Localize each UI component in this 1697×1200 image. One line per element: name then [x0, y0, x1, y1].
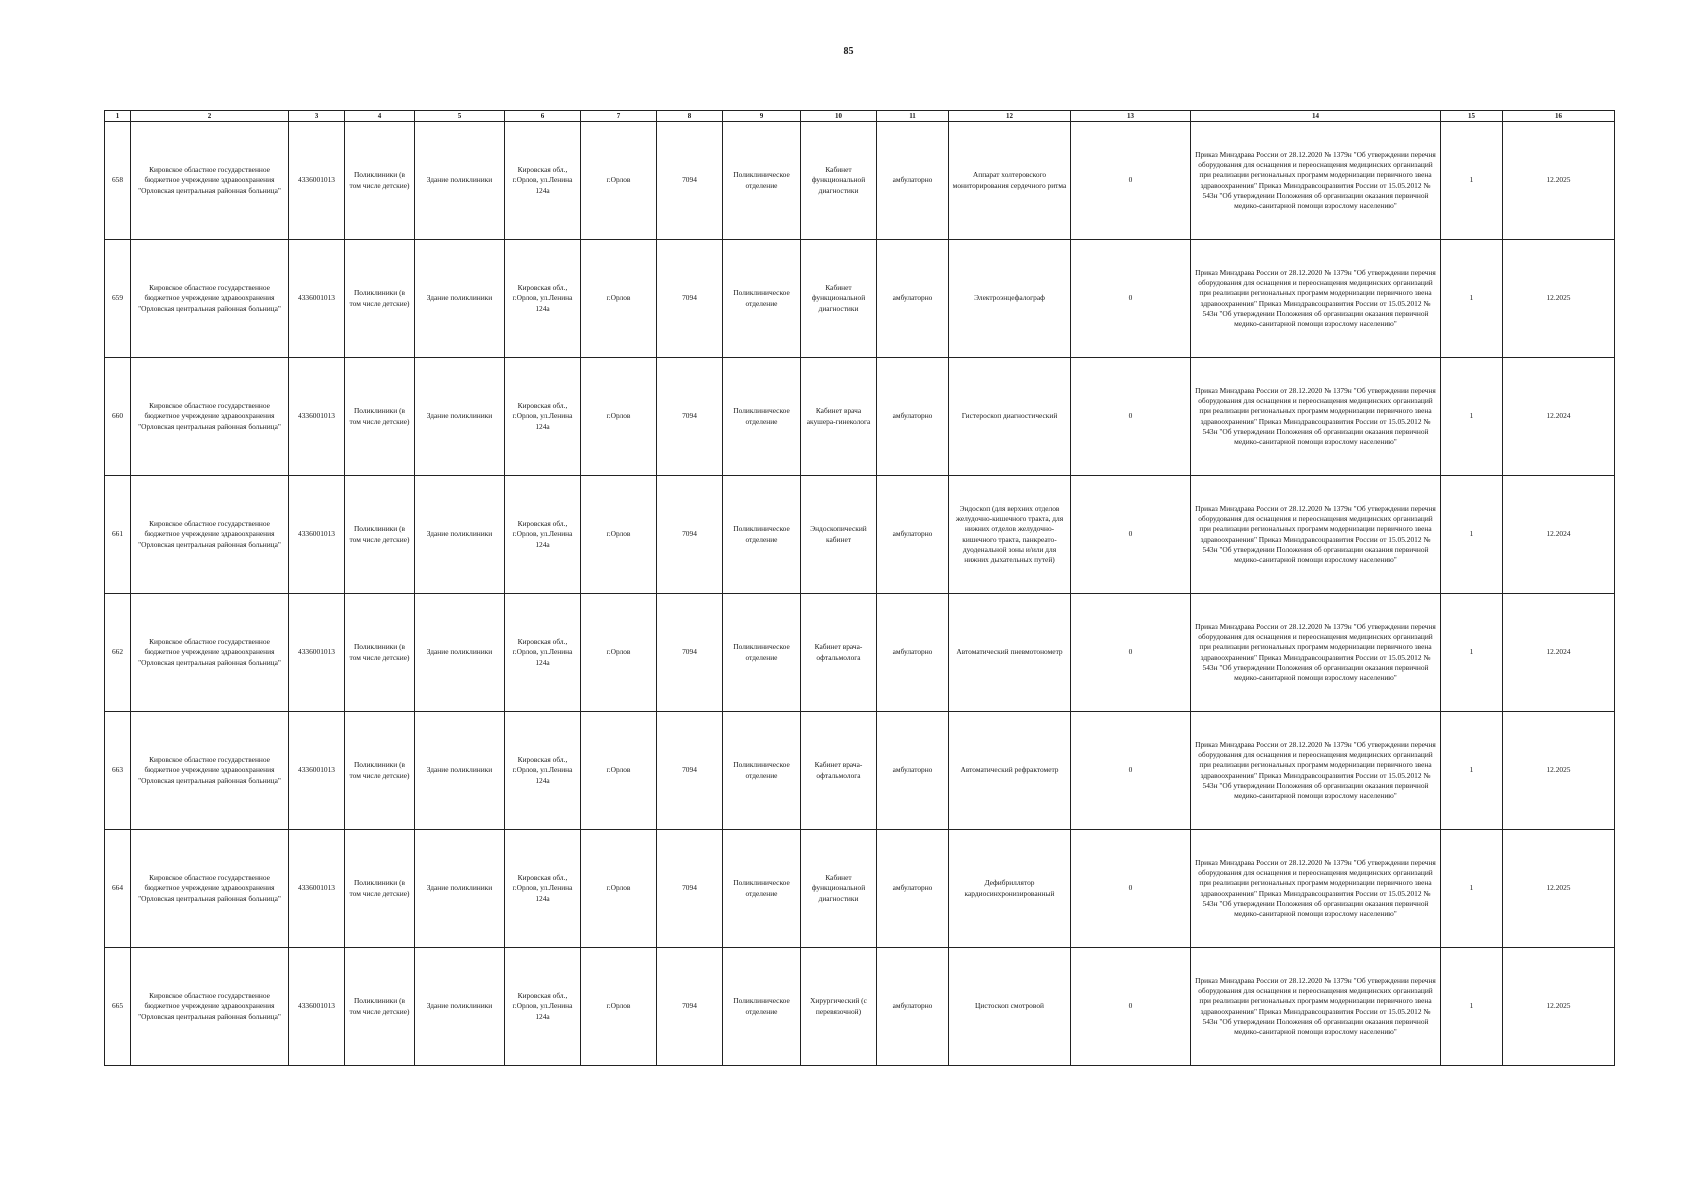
row-number-cell: 665 — [105, 948, 131, 1066]
table-row — [105, 122, 1615, 240]
row-number-cell: 663 — [105, 712, 131, 830]
facility-type-cell: Поликлиники (в том числе детские) — [345, 948, 415, 1066]
row-number-cell: 661 — [105, 476, 131, 594]
planned-count-cell: 1 — [1441, 476, 1503, 594]
building-cell: Здание поликлиники — [415, 476, 505, 594]
equipment-cell: Дефибриллятор кардиосинхронизированный — [949, 830, 1071, 948]
department-cell: Поликлиническое отделение — [723, 830, 801, 948]
quantity-cell: 0 — [1071, 122, 1191, 240]
room-cell: Кабинет функциональной диагностики — [801, 122, 877, 240]
deadline-cell: 12.2025 — [1503, 240, 1615, 358]
organization-cell: Кировское областное государственное бюджетное учреждение здравоохранения "Орловская центральная районная больница" — [131, 122, 289, 240]
department-cell: Поликлиническое отделение — [723, 122, 801, 240]
legal-basis-cell: Приказ Минздрава России от 28.12.2020 № 1379н "Об утверждении перечня оборудования для оснащения и переоснащения медицинских организаций при реализации региональных программ модернизации первичного звена здравоохранения" Приказ Минздравсоцразвития России от 15.05.2012 № 543н "Об утверждении Положения об организации оказания первичной медико-санитарной помощи взрослому населению" — [1191, 830, 1441, 948]
table-row — [105, 358, 1615, 476]
building-cell: Здание поликлиники — [415, 594, 505, 712]
care-form-cell: амбулаторно — [877, 358, 949, 476]
locality-cell: г.Орлов — [581, 712, 657, 830]
planned-count-cell: 1 — [1441, 240, 1503, 358]
planned-count-cell: 1 — [1441, 358, 1503, 476]
column-header-14: 14 — [1191, 111, 1441, 122]
quantity-cell: 0 — [1071, 948, 1191, 1066]
inn-cell: 4336001013 — [289, 830, 345, 948]
locality-cell: г.Орлов — [581, 830, 657, 948]
quantity-cell: 0 — [1071, 712, 1191, 830]
facility-type-cell: Поликлиники (в том числе детские) — [345, 358, 415, 476]
inn-cell: 4336001013 — [289, 122, 345, 240]
facility-type-cell: Поликлиники (в том числе детские) — [345, 122, 415, 240]
inn-cell: 4336001013 — [289, 594, 345, 712]
column-header-16: 16 — [1503, 111, 1615, 122]
row-number-cell: 659 — [105, 240, 131, 358]
facility-type-cell: Поликлиники (в том числе детские) — [345, 830, 415, 948]
column-header-7: 7 — [581, 111, 657, 122]
row-number-cell: 660 — [105, 358, 131, 476]
planned-count-cell: 1 — [1441, 830, 1503, 948]
address-cell: Кировская обл., г.Орлов, ул.Ленина 124а — [505, 358, 581, 476]
building-cell: Здание поликлиники — [415, 122, 505, 240]
care-form-cell: амбулаторно — [877, 240, 949, 358]
care-form-cell: амбулаторно — [877, 594, 949, 712]
deadline-cell: 12.2025 — [1503, 948, 1615, 1066]
row-number-cell: 662 — [105, 594, 131, 712]
deadline-cell: 12.2025 — [1503, 830, 1615, 948]
column-header-9: 9 — [723, 111, 801, 122]
inn-cell: 4336001013 — [289, 476, 345, 594]
care-form-cell: амбулаторно — [877, 712, 949, 830]
building-cell: Здание поликлиники — [415, 712, 505, 830]
care-form-cell: амбулаторно — [877, 476, 949, 594]
organization-cell: Кировское областное государственное бюджетное учреждение здравоохранения "Орловская центральная районная больница" — [131, 240, 289, 358]
room-cell: Кабинет функциональной диагностики — [801, 240, 877, 358]
facility-type-cell: Поликлиники (в том числе детские) — [345, 476, 415, 594]
column-header-13: 13 — [1071, 111, 1191, 122]
equipment-cell: Гистероскоп диагностический — [949, 358, 1071, 476]
department-cell: Поликлиническое отделение — [723, 594, 801, 712]
column-header-12: 12 — [949, 111, 1071, 122]
deadline-cell: 12.2024 — [1503, 476, 1615, 594]
code-cell: 7094 — [657, 712, 723, 830]
legal-basis-cell: Приказ Минздрава России от 28.12.2020 № 1379н "Об утверждении перечня оборудования для оснащения и переоснащения медицинских организаций при реализации региональных программ модернизации первичного звена здравоохранения" Приказ Минздравсоцразвития России от 15.05.2012 № 543н "Об утверждении Положения об организации оказания первичной медико-санитарной помощи взрослому населению" — [1191, 948, 1441, 1066]
table-row — [105, 476, 1615, 594]
table-row — [105, 712, 1615, 830]
locality-cell: г.Орлов — [581, 594, 657, 712]
deadline-cell: 12.2025 — [1503, 712, 1615, 830]
column-header-3: 3 — [289, 111, 345, 122]
code-cell: 7094 — [657, 358, 723, 476]
quantity-cell: 0 — [1071, 240, 1191, 358]
address-cell: Кировская обл., г.Орлов, ул.Ленина 124а — [505, 240, 581, 358]
quantity-cell: 0 — [1071, 594, 1191, 712]
care-form-cell: амбулаторно — [877, 830, 949, 948]
address-cell: Кировская обл., г.Орлов, ул.Ленина 124а — [505, 122, 581, 240]
department-cell: Поликлиническое отделение — [723, 712, 801, 830]
locality-cell: г.Орлов — [581, 358, 657, 476]
page-number: 85 — [843, 46, 854, 57]
table-row — [105, 830, 1615, 948]
code-cell: 7094 — [657, 240, 723, 358]
room-cell: Кабинет функциональной диагностики — [801, 830, 877, 948]
address-cell: Кировская обл., г.Орлов, ул.Ленина 124а — [505, 712, 581, 830]
care-form-cell: амбулаторно — [877, 122, 949, 240]
inn-cell: 4336001013 — [289, 948, 345, 1066]
table-row — [105, 240, 1615, 358]
equipment-cell: Автоматический пневмотонометр — [949, 594, 1071, 712]
column-header-10: 10 — [801, 111, 877, 122]
column-header-4: 4 — [345, 111, 415, 122]
locality-cell: г.Орлов — [581, 948, 657, 1066]
department-cell: Поликлиническое отделение — [723, 358, 801, 476]
room-cell: Кабинет врача акушера-гинеколога — [801, 358, 877, 476]
column-header-1: 1 — [105, 111, 131, 122]
deadline-cell: 12.2024 — [1503, 594, 1615, 712]
planned-count-cell: 1 — [1441, 594, 1503, 712]
table-body — [105, 122, 1615, 1066]
legal-basis-cell: Приказ Минздрава России от 28.12.2020 № 1379н "Об утверждении перечня оборудования для оснащения и переоснащения медицинских организаций при реализации региональных программ модернизации первичного звена здравоохранения" Приказ Минздравсоцразвития России от 15.05.2012 № 543н "Об утверждении Положения об организации оказания первичной медико-санитарной помощи взрослому населению" — [1191, 712, 1441, 830]
column-header-11: 11 — [877, 111, 949, 122]
deadline-cell: 12.2025 — [1503, 122, 1615, 240]
planned-count-cell: 1 — [1441, 948, 1503, 1066]
row-number-cell: 658 — [105, 122, 131, 240]
locality-cell: г.Орлов — [581, 240, 657, 358]
address-cell: Кировская обл., г.Орлов, ул.Ленина 124а — [505, 476, 581, 594]
organization-cell: Кировское областное государственное бюджетное учреждение здравоохранения "Орловская центральная районная больница" — [131, 948, 289, 1066]
table-row — [105, 948, 1615, 1066]
column-header-2: 2 — [131, 111, 289, 122]
equipment-cell: Аппарат холтеровского мониторирования сердечного ритма — [949, 122, 1071, 240]
equipment-cell: Электроэнцефалограф — [949, 240, 1071, 358]
organization-cell: Кировское областное государственное бюджетное учреждение здравоохранения "Орловская центральная районная больница" — [131, 358, 289, 476]
facility-type-cell: Поликлиники (в том числе детские) — [345, 712, 415, 830]
room-cell: Хирургический (с перевязочной) — [801, 948, 877, 1066]
table-row — [105, 594, 1615, 712]
code-cell: 7094 — [657, 122, 723, 240]
column-header-8: 8 — [657, 111, 723, 122]
building-cell: Здание поликлиники — [415, 358, 505, 476]
code-cell: 7094 — [657, 830, 723, 948]
inn-cell: 4336001013 — [289, 358, 345, 476]
address-cell: Кировская обл., г.Орлов, ул.Ленина 124а — [505, 948, 581, 1066]
organization-cell: Кировское областное государственное бюджетное учреждение здравоохранения "Орловская центральная районная больница" — [131, 830, 289, 948]
planned-count-cell: 1 — [1441, 712, 1503, 830]
room-cell: Эндоскопический кабинет — [801, 476, 877, 594]
code-cell: 7094 — [657, 594, 723, 712]
deadline-cell: 12.2024 — [1503, 358, 1615, 476]
column-header-15: 15 — [1441, 111, 1503, 122]
locality-cell: г.Орлов — [581, 122, 657, 240]
legal-basis-cell: Приказ Минздрава России от 28.12.2020 № 1379н "Об утверждении перечня оборудования для оснащения и переоснащения медицинских организаций при реализации региональных программ модернизации первичного звена здравоохранения" Приказ Минздравсоцразвития России от 15.05.2012 № 543н "Об утверждении Положения об организации оказания первичной медико-санитарной помощи взрослому населению" — [1191, 358, 1441, 476]
locality-cell: г.Орлов — [581, 476, 657, 594]
quantity-cell: 0 — [1071, 476, 1191, 594]
address-cell: Кировская обл., г.Орлов, ул.Ленина 124а — [505, 594, 581, 712]
column-header-5: 5 — [415, 111, 505, 122]
building-cell: Здание поликлиники — [415, 948, 505, 1066]
legal-basis-cell: Приказ Минздрава России от 28.12.2020 № 1379н "Об утверждении перечня оборудования для оснащения и переоснащения медицинских организаций при реализации региональных программ модернизации первичного звена здравоохранения" Приказ Минздравсоцразвития России от 15.05.2012 № 543н "Об утверждении Положения об организации оказания первичной медико-санитарной помощи взрослому населению" — [1191, 240, 1441, 358]
column-header-6: 6 — [505, 111, 581, 122]
quantity-cell: 0 — [1071, 358, 1191, 476]
legal-basis-cell: Приказ Минздрава России от 28.12.2020 № 1379н "Об утверждении перечня оборудования для оснащения и переоснащения медицинских организаций при реализации региональных программ модернизации первичного звена здравоохранения" Приказ Минздравсоцразвития России от 15.05.2012 № 543н "Об утверждении Положения об организации оказания первичной медико-санитарной помощи взрослому населению" — [1191, 122, 1441, 240]
quantity-cell: 0 — [1071, 830, 1191, 948]
code-cell: 7094 — [657, 476, 723, 594]
building-cell: Здание поликлиники — [415, 830, 505, 948]
planned-count-cell: 1 — [1441, 122, 1503, 240]
address-cell: Кировская обл., г.Орлов, ул.Ленина 124а — [505, 830, 581, 948]
equipment-cell: Цистоскоп смотровой — [949, 948, 1071, 1066]
building-cell: Здание поликлиники — [415, 240, 505, 358]
department-cell: Поликлиническое отделение — [723, 476, 801, 594]
department-cell: Поликлиническое отделение — [723, 240, 801, 358]
row-number-cell: 664 — [105, 830, 131, 948]
equipment-cell: Автоматический рефрактометр — [949, 712, 1071, 830]
organization-cell: Кировское областное государственное бюджетное учреждение здравоохранения "Орловская центральная районная больница" — [131, 594, 289, 712]
care-form-cell: амбулаторно — [877, 948, 949, 1066]
room-cell: Кабинет врача-офтальмолога — [801, 712, 877, 830]
code-cell: 7094 — [657, 948, 723, 1066]
legal-basis-cell: Приказ Минздрава России от 28.12.2020 № 1379н "Об утверждении перечня оборудования для оснащения и переоснащения медицинских организаций при реализации региональных программ модернизации первичного звена здравоохранения" Приказ Минздравсоцразвития России от 15.05.2012 № 543н "Об утверждении Положения об организации оказания первичной медико-санитарной помощи взрослому населению" — [1191, 476, 1441, 594]
equipment-cell: Эндоскоп (для верхних отделов желудочно-кишечного тракта, для нижних отделов желудочно-кишечного тракта, панкреато-дуоденальной зоны и/или для нижних дыхательных путей) — [949, 476, 1071, 594]
inn-cell: 4336001013 — [289, 240, 345, 358]
department-cell: Поликлиническое отделение — [723, 948, 801, 1066]
organization-cell: Кировское областное государственное бюджетное учреждение здравоохранения "Орловская центральная районная больница" — [131, 476, 289, 594]
organization-cell: Кировское областное государственное бюджетное учреждение здравоохранения "Орловская центральная районная больница" — [131, 712, 289, 830]
facility-type-cell: Поликлиники (в том числе детские) — [345, 594, 415, 712]
equipment-table — [104, 110, 1615, 1066]
header-row — [105, 111, 1615, 122]
legal-basis-cell: Приказ Минздрава России от 28.12.2020 № 1379н "Об утверждении перечня оборудования для оснащения и переоснащения медицинских организаций при реализации региональных программ модернизации первичного звена здравоохранения" Приказ Минздравсоцразвития России от 15.05.2012 № 543н "Об утверждении Положения об организации оказания первичной медико-санитарной помощи взрослому населению" — [1191, 594, 1441, 712]
table-header — [105, 111, 1615, 122]
room-cell: Кабинет врача-офтальмолога — [801, 594, 877, 712]
inn-cell: 4336001013 — [289, 712, 345, 830]
facility-type-cell: Поликлиники (в том числе детские) — [345, 240, 415, 358]
